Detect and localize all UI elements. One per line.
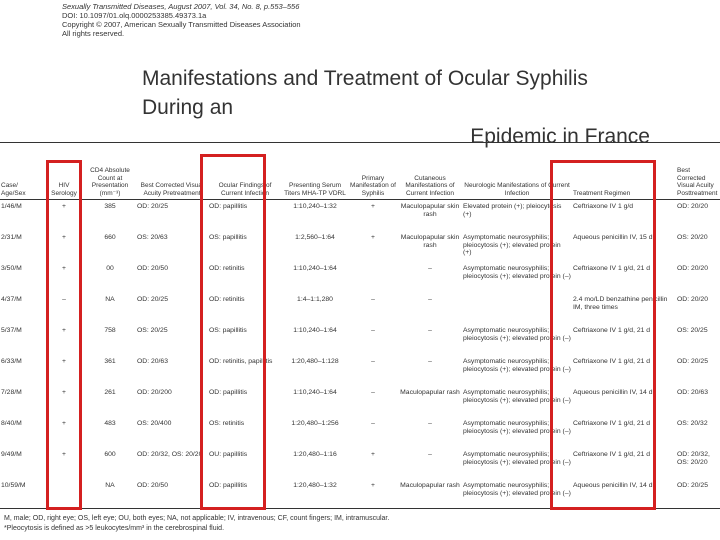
table-cell: + (62, 327, 66, 334)
table-cell: 1:10,240–1:32 (293, 203, 337, 210)
table-cell: – (62, 296, 66, 303)
table-cell: OS: papillitis (209, 234, 247, 241)
table-cell (348, 262, 398, 293)
table-cell: – (428, 420, 432, 427)
table-cell: Asymptomatic neurosyphilis; pleiocytosis (+); elevated protein (–) (463, 358, 571, 373)
table-cell: OD: papillitis (208, 479, 282, 509)
table-cell: OD: 20/25 (137, 296, 168, 303)
table-cell: Asymptomatic neurosyphilis; pleiocytosis (+); elevated protein (–) (463, 265, 571, 280)
table-cell: 1:20,480–1:32 (282, 479, 348, 509)
table-cell: 1:4–1:1,280 (297, 296, 333, 303)
table-cell: OU: papillitis (209, 451, 248, 458)
table-cell: 1:20,480–1:16 (293, 451, 337, 458)
table-footnotes (4, 514, 389, 534)
table-cell: Ceftriaxone IV 1 g/d, 21 d (573, 327, 651, 334)
table-cell: 2/31/M (1, 234, 22, 241)
table-cell: Asymptomatic neurosyphilis; pleiocytosis (+); elevated protein (–) (463, 389, 571, 404)
table-cell: OD: 20/20 (677, 203, 708, 210)
table-cell: – (428, 451, 432, 458)
table-cell: OD: retinitis (209, 265, 245, 272)
table-cell: Asymptomatic neurosyphilis; pleiocytosis (+); elevated protein (–) (463, 327, 571, 342)
table-cell: OD: 20/20 (677, 265, 708, 272)
article-header (62, 2, 301, 38)
title-line-2: Epidemic in France (470, 125, 650, 148)
table-cell: 483 (104, 420, 116, 427)
table-cell: 10/59/M (0, 479, 44, 509)
table-cell: Aqueous penicillin IV, 15 d (573, 234, 653, 241)
table-cell: Maculopapular rash (398, 479, 462, 509)
table-cell: NA (105, 296, 115, 303)
table-cell: OD: papillitis (209, 203, 248, 210)
table-cell: OS: 20/400 (137, 420, 172, 427)
table-cell: + (62, 420, 66, 427)
table-cell: – (428, 296, 432, 303)
table-cell: – (428, 265, 432, 272)
table-cell: + (371, 451, 375, 458)
table-cell: Asymptomatic neurosyphilis; pleiocytosis (+); elevated protein (–) (462, 479, 572, 509)
table-cell: – (371, 420, 375, 427)
table-cell: 261 (104, 389, 116, 396)
table-cell: Ceftriaxone IV 1 g/d, 21 d (573, 265, 651, 272)
table-cell: OS: 20/32 (677, 420, 708, 427)
table-cell: – (371, 358, 375, 365)
table-cell: 1/46/M (1, 203, 22, 210)
table-cell: Aqueous penicillin IV, 14 d (572, 479, 676, 509)
table-cell: NA (84, 479, 136, 509)
table-cell: 1:10,240–1:64 (293, 265, 337, 272)
table-cell: 385 (104, 203, 116, 210)
table-cell: OD: 20/20 (677, 296, 708, 303)
table-cell: Asymptomatic neurosyphilis; pleiocytosis (+); elevated protein (–) (463, 420, 571, 435)
title-line-1: Manifestations and Treatment of Ocular Syphilis During an (142, 67, 588, 119)
table-cell: – (371, 296, 375, 303)
table-cell: 3/50/M (1, 265, 22, 272)
column-header: Best Corrected Visual Acuity Posttreatment (676, 143, 720, 200)
table-cell: OD: 20/32, OS: 20/20 (137, 451, 203, 458)
table-cell: + (371, 203, 375, 210)
table-cell: – (428, 358, 432, 365)
pleocytosis-note: *Pleocytosis is defined as >5 leukocytes/mm³ in the cerebrospinal fluid. (4, 525, 225, 532)
table-cell: OS: 20/25 (677, 327, 708, 334)
table-cell: 1:10,240–1:64 (293, 327, 337, 334)
abbreviations-note: M, male; OD, right eye; OS, left eye; OU, both eyes; NA, not applicable; IV, intravenous; CF, count fingers; IM, intramuscular. (4, 515, 390, 522)
column-header: Presenting Serum Titers MHA-TP VDRL (282, 143, 348, 200)
table-cell: OS: papillitis (209, 327, 247, 334)
table-cell: Ceftriaxone IV 1 g/d, 21 d (573, 420, 651, 427)
column-header: Case/ Age/Sex (0, 143, 44, 200)
table-cell: Ceftriaxone IV 1 g/d (573, 203, 634, 210)
copyright-text: Copyright © 2007, American Sexually Transmitted Diseases Association (62, 20, 301, 29)
table-cell: 2.4 mo/LD benzathine penicillin IM, three times (573, 296, 668, 311)
table-cell: + (62, 203, 66, 210)
table-cell: Ceftriaxone IV 1 g/d, 21 d (573, 451, 651, 458)
column-header: Primary Manifestation of Syphilis (348, 143, 398, 200)
table-cell: Asymptomatic neurosyphilis; pleiocytosis (+); elevated protein (–) (463, 451, 571, 466)
table-cell: OS: 20/63 (137, 234, 168, 241)
highlight-ocular-findings-column (200, 154, 266, 510)
rights-text: All rights reserved. (62, 29, 125, 38)
table-cell: OD: 20/63 (677, 389, 708, 396)
table-cell: OS: 20/25 (137, 327, 168, 334)
table-cell: OD: 20/200 (137, 389, 172, 396)
table-cell: – (371, 389, 375, 396)
highlight-hiv-column (46, 160, 82, 510)
column-header: CD4 Absolute Count at Presentation (mm⁻³) (84, 143, 136, 200)
table-cell: 7/28/M (1, 389, 22, 396)
column-header: Best Corrected Visual Acuity Pretreatment (136, 143, 208, 200)
table-cell: OD: retinitis (209, 296, 245, 303)
table-cell: 8/40/M (1, 420, 22, 427)
table-cell: OD: 20/25 (137, 203, 168, 210)
table-cell: 5/37/M (1, 327, 22, 334)
table-cell: 1:10,240–1:64 (293, 389, 337, 396)
table-cell: OD: 20/63 (137, 358, 168, 365)
table-cell: + (62, 265, 66, 272)
column-header: Neurologic Manifestations of Current Infection (462, 143, 572, 200)
table-cell: – (371, 327, 375, 334)
table-cell: Ceftriaxone IV 1 g/d, 21 d (573, 358, 651, 365)
table-cell: OD: 20/25 (677, 358, 708, 365)
table-cell: 1:2,560–1:64 (295, 234, 335, 241)
table-cell: Maculopapular rash (400, 389, 460, 396)
table-cell: Elevated protein (+); pleiocytosis (+) (463, 203, 562, 218)
table-cell: 361 (104, 358, 116, 365)
column-header: Treatment Regimen (572, 143, 676, 200)
table-cell: + (348, 479, 398, 509)
doi-text: DOI: 10.1097/01.olq.0000253385.49373.1a (62, 11, 207, 20)
table-cell: OD: 20/50 (136, 479, 208, 509)
table-cell: + (371, 234, 375, 241)
column-header: Cutaneous Manifestations of Current Infection (398, 143, 462, 200)
table-cell: Aqueous penicillin IV, 14 d (573, 389, 653, 396)
table-cell: 4/37/M (1, 296, 22, 303)
table-cell: + (62, 234, 66, 241)
table-cell: OD: 20/50 (137, 265, 168, 272)
table-cell: 600 (104, 451, 116, 458)
table-cell: Asymptomatic neurosyphilis; pleiocytosis (+); elevated protein (+) (463, 234, 561, 256)
table-cell: 6/33/M (1, 358, 22, 365)
table-cell: Maculopapular skin rash (400, 234, 460, 249)
results-table-container (0, 142, 720, 510)
table-cell: + (62, 389, 66, 396)
table-cell: OS: 20/20 (677, 234, 708, 241)
column-header: Ocular Findings of Current Infection (208, 143, 282, 200)
table-cell: OD: papillitis (209, 389, 248, 396)
table-cell: 1:20,480–1:128 (291, 358, 339, 365)
table-cell: OD: 20/32, OS: 20/20 (677, 451, 710, 466)
table-cell: 00 (106, 265, 114, 272)
table-cell: Maculopapular skin rash (400, 203, 460, 218)
table-cell: 9/49/M (1, 451, 22, 458)
table-cell: OS: retinitis (209, 420, 245, 427)
highlight-treatment-column (550, 160, 656, 510)
page-title (120, 64, 650, 151)
table-cell: + (62, 451, 66, 458)
table-cell: – (428, 327, 432, 334)
table-cell: + (62, 358, 66, 365)
table-cell: 660 (104, 234, 116, 241)
column-header: HIV Serology (44, 143, 84, 200)
journal-citation: Sexually Transmitted Diseases, August 2007, Vol. 34, No. 8, p.553–556 (62, 2, 300, 11)
table-cell: 1:20,480–1:256 (291, 420, 339, 427)
table-cell: OD: retinitis, papillitis (209, 358, 273, 365)
table-cell: 758 (104, 327, 116, 334)
table-cell: OD: 20/25 (676, 479, 720, 509)
